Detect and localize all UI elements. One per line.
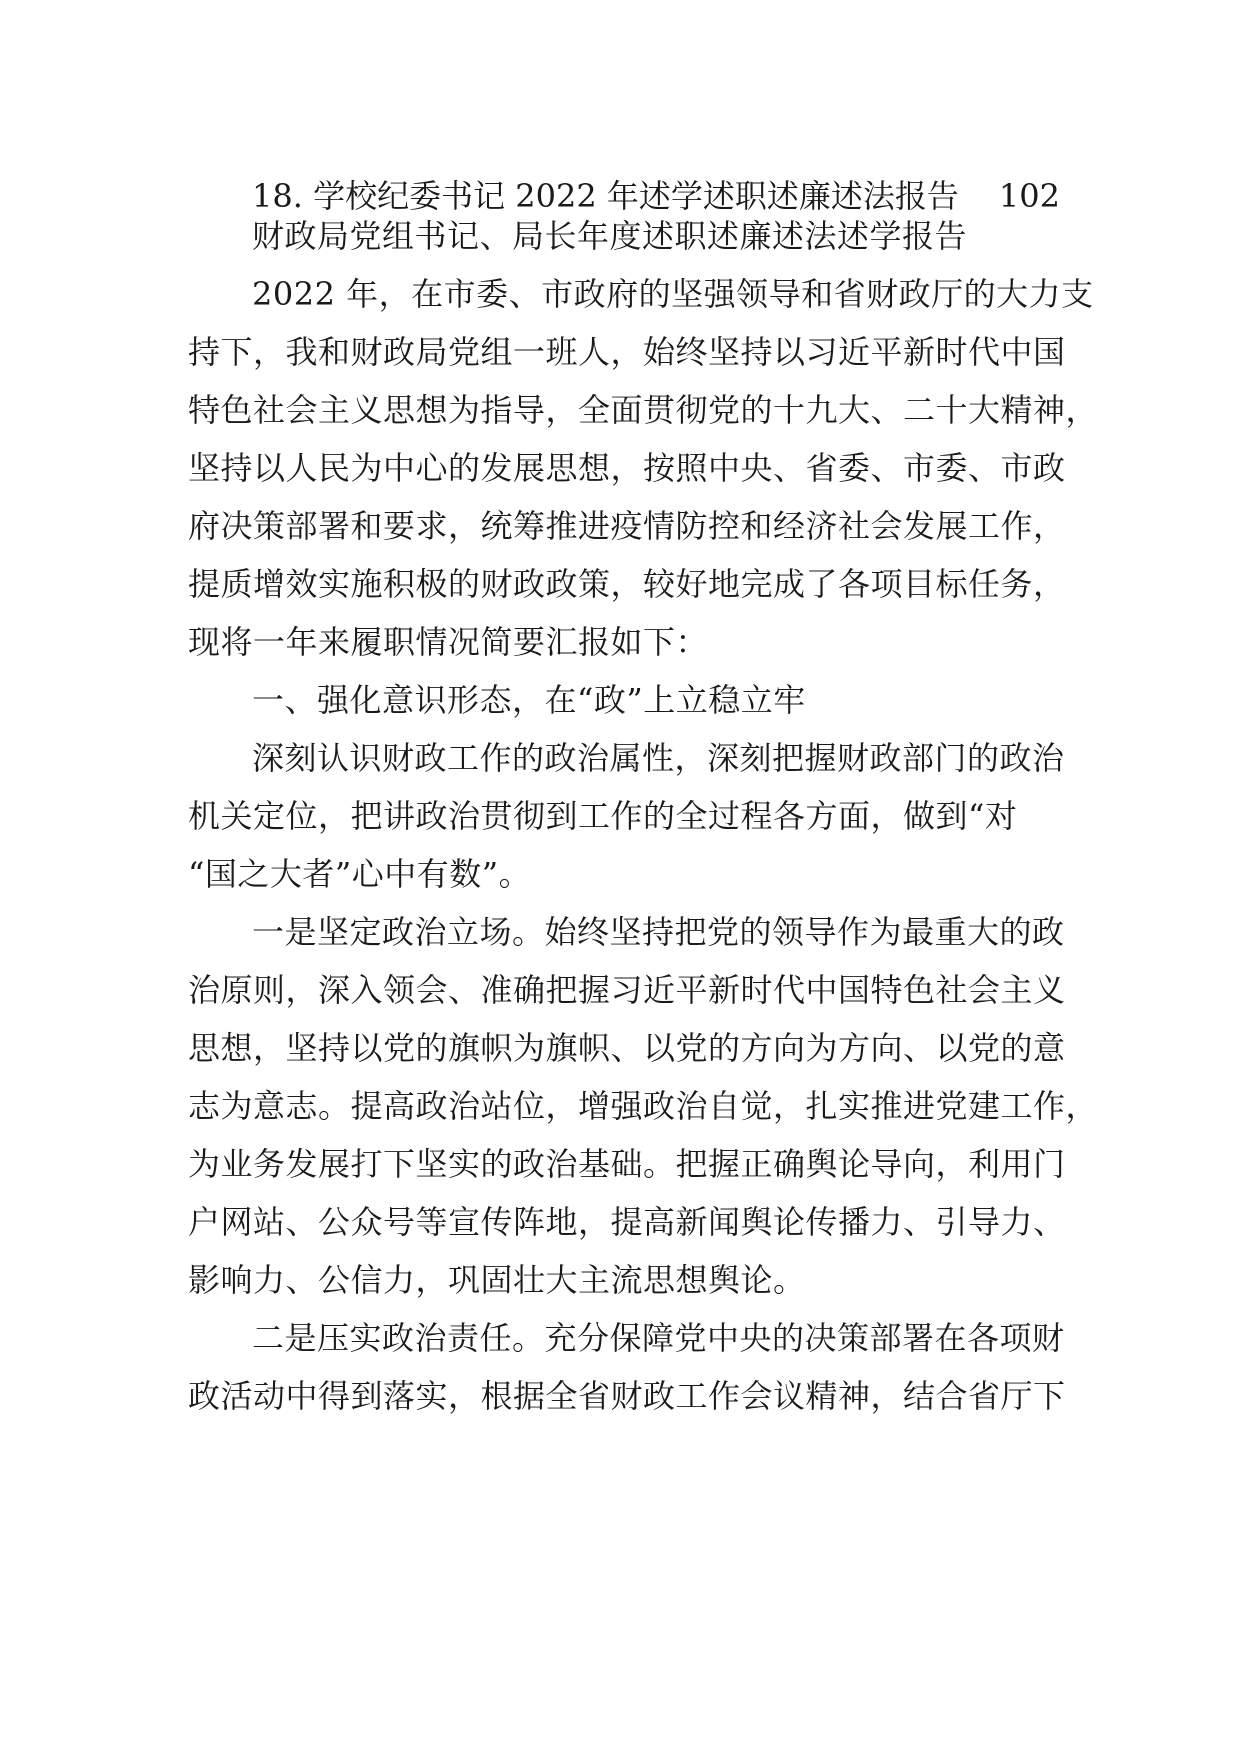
paragraph-line: “国之大者”心中有数”。 bbox=[188, 855, 532, 893]
paragraph-line: 治原则，深入领会、准确把握习近平新时代中国特色社会主义 bbox=[188, 971, 1066, 1009]
paragraph-line: 二是压实政治责任。充分保障党中央的决策部署在各项财 bbox=[252, 1319, 1065, 1357]
paragraph-line: 持下，我和财政局党组一班人，始终坚持以习近平新时代中国 bbox=[188, 333, 1066, 371]
paragraph-line: 影响力、公信力，巩固壮大主流思想舆论。 bbox=[188, 1261, 806, 1299]
paragraph-line: 政活动中得到落实，根据全省财政工作会议精神，结合省厅下 bbox=[188, 1377, 1066, 1415]
paragraph-line: 府决策部署和要求，统筹推进疫情防控和经济社会发展工作， bbox=[188, 507, 1066, 545]
paragraph-line: 思想，坚持以党的旗帜为旗帜、以党的方向为方向、以党的意 bbox=[188, 1029, 1066, 1067]
document-title: 财政局党组书记、局长年度述职述廉述法述学报告 bbox=[252, 217, 968, 255]
toc-page-number: 102 bbox=[998, 177, 1060, 215]
toc-entry-text: 18. 学校纪委书记 2022 年述学述职述廉述法报告 bbox=[252, 177, 959, 215]
paragraph-line: 坚持以人民为中心的发展思想，按照中央、省委、市委、市政 bbox=[188, 449, 1066, 487]
paragraph-line: 为业务发展打下坚实的政治基础。把握正确舆论导向，利用门 bbox=[188, 1145, 1066, 1183]
paragraph-line: 户网站、公众号等宣传阵地，提高新闻舆论传播力、引导力、 bbox=[188, 1203, 1066, 1241]
paragraph-line: 深刻认识财政工作的政治属性，深刻把握财政部门的政治 bbox=[252, 739, 1065, 777]
paragraph-line: 机关定位，把讲政治贯彻到工作的全过程各方面，做到“对 bbox=[188, 797, 1018, 835]
paragraph-line: 特色社会主义思想为指导，全面贯彻党的十九大、二十大精神， bbox=[188, 391, 1099, 429]
paragraph-line: 2022 年，在市委、市政府的坚强领导和省财政厅的大力支 bbox=[252, 275, 1094, 313]
paragraph-line: 志为意志。提高政治站位，增强政治自觉，扎实推进党建工作， bbox=[188, 1087, 1099, 1125]
paragraph-line: 现将一年来履职情况简要汇报如下： bbox=[188, 623, 709, 661]
toc-entry bbox=[252, 176, 1060, 216]
paragraph-line: 一是坚定政治立场。始终坚持把党的领导作为最重大的政 bbox=[252, 913, 1065, 951]
section-heading: 一、强化意识形态，在“政”上立稳立牢 bbox=[252, 681, 806, 719]
paragraph-line: 提质增效实施积极的财政政策，较好地完成了各项目标任务， bbox=[188, 565, 1066, 603]
